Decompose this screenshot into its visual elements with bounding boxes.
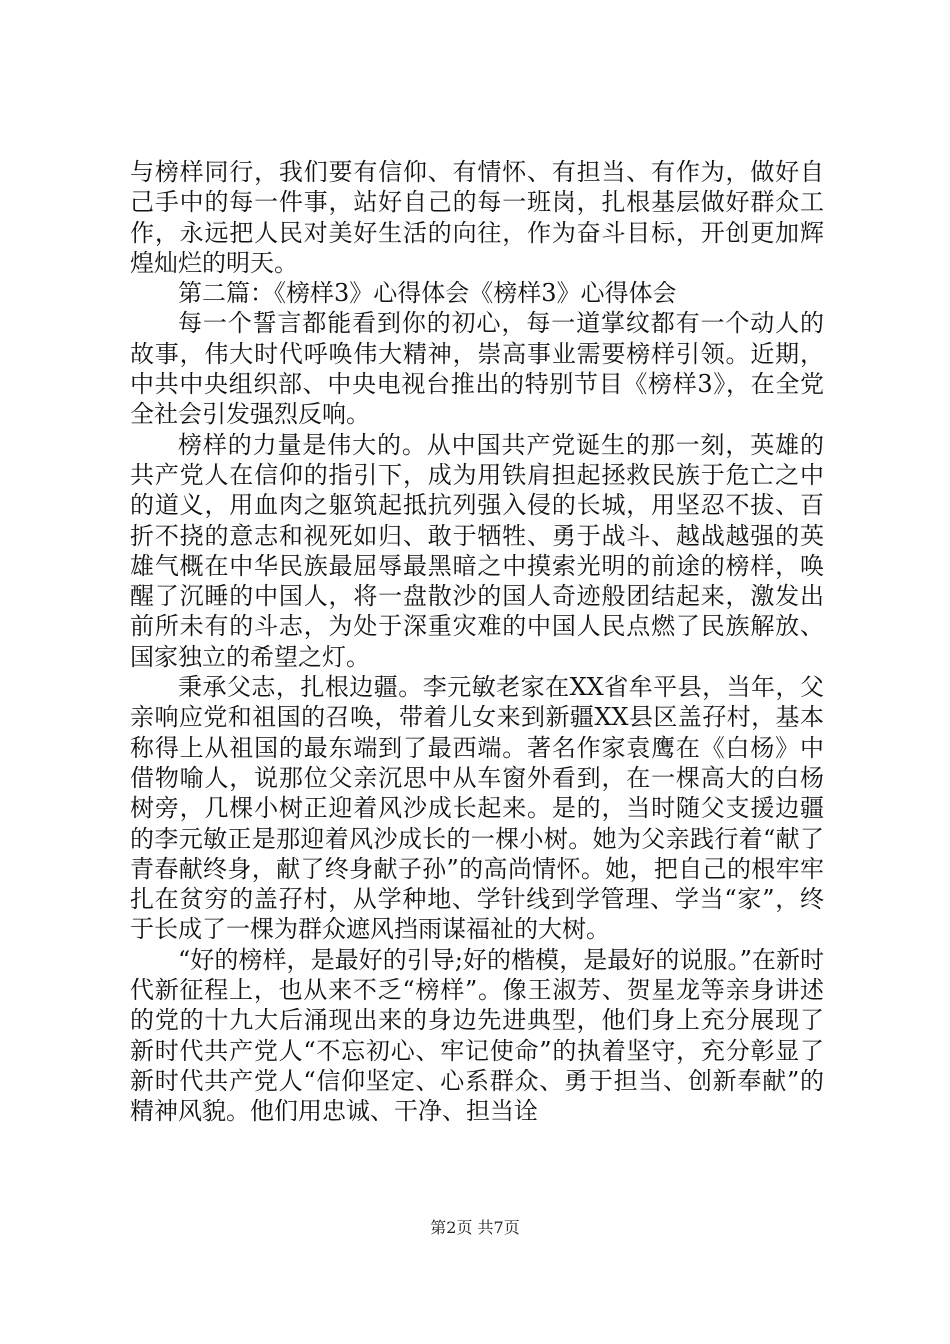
page-footer: 第2页 共7页 xyxy=(430,1218,520,1237)
paragraph: 榜样的力量是伟大的。从中国共产党诞生的那一刻，英雄的共产党人在信仰的指引下，成为用铁肩担起拯救民族于危亡之中的道义，用血肉之躯筑起抵抗列强入侵的长城，用坚忍不拔、百折不挠的意志和视死如归、敢于牺牲、勇于战斗、越战越强的英雄气概在中华民族最屈辱最黑暗之中摸索光明的前途的榜样，唤醒了沉睡的中国人，将一盘散沙的国人奇迹般团结起来，激发出前所未有的斗志，为处于深重灾难的中国人民点燃了民族解放、国家独立的希望之灯。 xyxy=(130,430,824,671)
paragraph: 第二篇：《榜样3》心得体会《榜样3》心得体会 xyxy=(178,279,677,308)
paragraph: 与榜样同行，我们要有信仰、有情怀、有担当、有作为，做好自己手中的每一件事，站好自己的每一班岗，扎根基层做好群众工作，永远把人民对美好生活的向往，作为奋斗目标，开创更加辉煌灿烂的明天。 xyxy=(130,158,824,277)
document-body xyxy=(130,157,824,1127)
paragraph: 秉承父志，扎根边疆。李元敏老家在XX省牟平县，当年，父亲响应党和祖国的召唤，带着儿女来到新疆XX县区盖孖村，基本称得上从祖国的最东端到了最西端。著名作家袁鹰在《白杨》中借物喻人，说那位父亲沉思中从车窗外看到，在一棵高大的白杨树旁，几棵小树正迎着风沙成长起来。是的，当时随父支援边疆的李元敏正是那迎着风沙成长的一棵小树。她为父亲践行着“献了青春献终身，献了终身献子孙”的高尚情怀。她，把自己的根牢牢扎在贫穷的盖孖村，从学种地、学针线到学管理、学当“家”，终于长成了一棵为群众遮风挡雨谋福祉的大树。 xyxy=(130,673,824,944)
paragraph: 每一个誓言都能看到你的初心，每一道掌纹都有一个动人的故事，伟大时代呼唤伟大精神，崇高事业需要榜样引领。近期，中共中央组织部、中央电视台推出的特别节目《榜样3》，在全党全社会引发强烈反响。 xyxy=(130,309,824,429)
paragraph: “好的榜样，是最好的引导;好的楷模，是最好的说服。”在新时代新征程上，也从来不乏“榜样”。像王淑芳、贺星龙等亲身讲述的党的十九大后涌现出来的身边先进典型，他们身上充分展现了新时代共产党人“不忘初心、牢记使命”的执着坚守，充分彰显了新时代共产党人“信仰坚定、心系群众、勇于担当、创新奉献”的精神风貌。他们用忠诚、干净、担当诠 xyxy=(130,945,824,1126)
